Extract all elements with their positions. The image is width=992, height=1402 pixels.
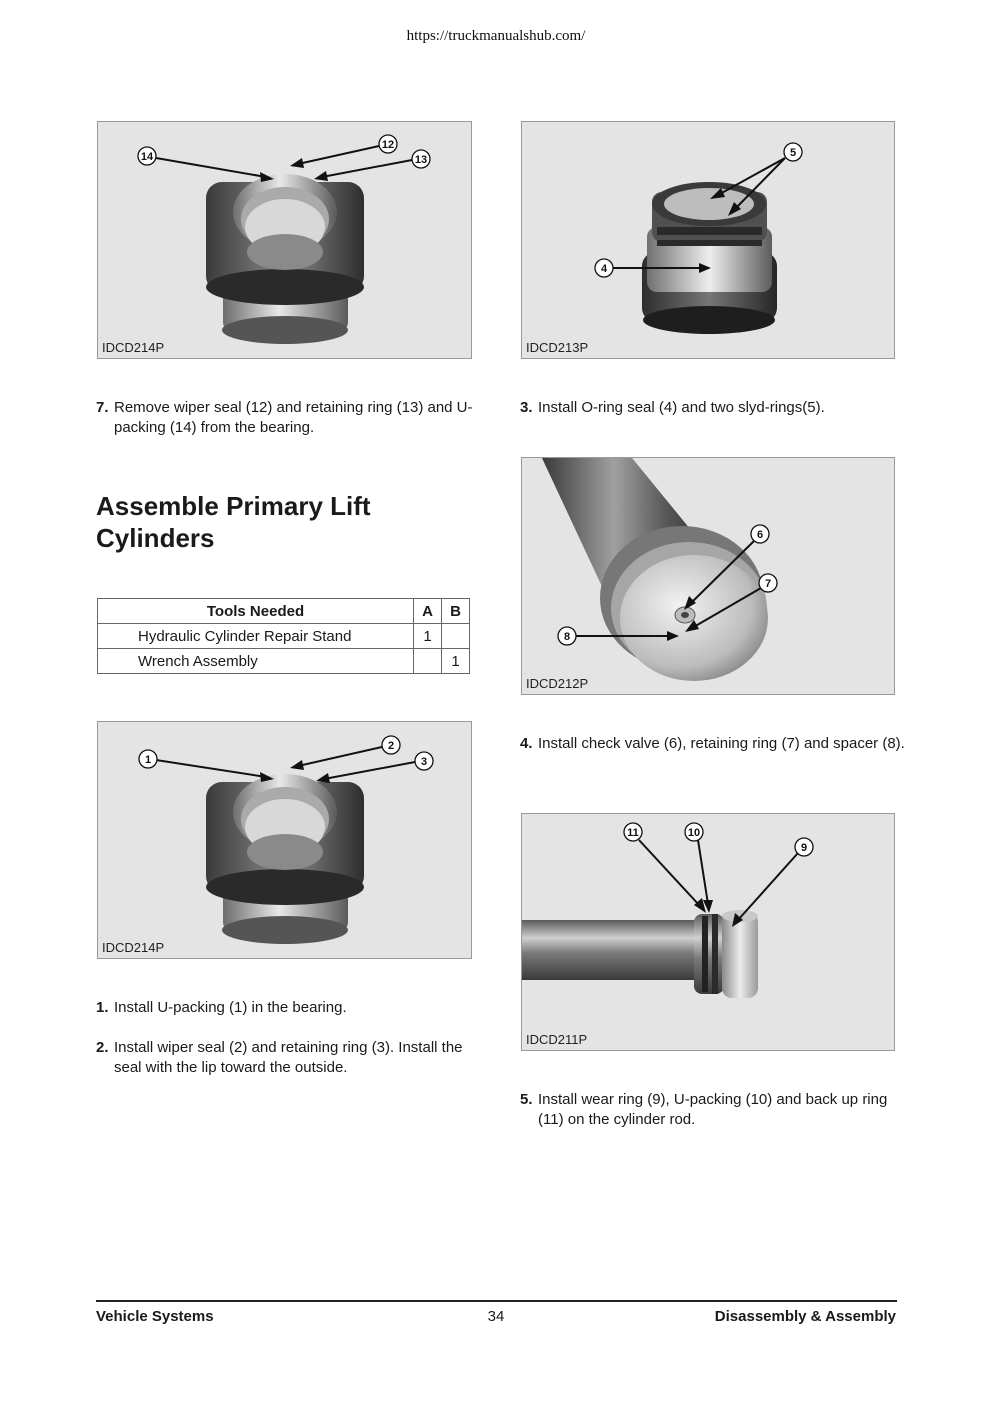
svg-text:7: 7 (764, 578, 772, 590)
callout-6 (751, 525, 769, 543)
figure-code: IDCD212P (526, 676, 589, 691)
tool-name: Hydraulic Cylinder Repair Stand (98, 624, 414, 649)
figure-bearing-install (97, 721, 472, 959)
step-text: Install wear ring (9), U-packing (10) and back up ring (11) on the cylinder rod. (538, 1091, 888, 1128)
svg-text:8: 8 (563, 631, 571, 643)
step-2 (96, 1038, 484, 1078)
svg-text:11: 11 (627, 827, 639, 839)
footer-section: Vehicle Systems (96, 1308, 214, 1325)
step-text: Install U-packing (1) in the bearing. (114, 999, 347, 1016)
tools-table (97, 598, 470, 674)
section-title: Assemble Primary Lift Cylinders (96, 491, 371, 553)
tool-name: Wrench Assembly (98, 649, 414, 674)
svg-text:4: 4 (600, 263, 608, 275)
step-number: 4. (520, 735, 533, 752)
step-number: 2. (96, 1039, 109, 1056)
callout-5 (784, 143, 802, 161)
svg-text:1: 1 (144, 754, 152, 766)
header-tools-needed: Tools Needed (98, 599, 414, 624)
table-header-row (98, 599, 470, 624)
step-number: 1. (96, 999, 109, 1016)
callout-8 (558, 627, 576, 645)
footer-chapter: Disassembly & Assembly (714, 1308, 896, 1325)
callout-3 (415, 752, 433, 770)
table-row (98, 649, 470, 674)
header-a: A (414, 599, 442, 624)
step-text: Install check valve (6), retaining ring (7) and spacer (8). (538, 735, 905, 752)
tool-qty-b (442, 624, 470, 649)
callout-7 (759, 574, 777, 592)
svg-text:6: 6 (756, 529, 764, 541)
svg-text:5: 5 (789, 147, 797, 159)
callout-14 (138, 147, 156, 165)
figure-rod-rings (521, 813, 895, 1051)
step-5 (520, 1090, 908, 1130)
step-number: 3. (520, 399, 533, 416)
tool-qty-a (414, 649, 442, 674)
step-text: Install O-ring seal (4) and two slyd-rings(5). (538, 399, 825, 416)
step-7 (96, 398, 474, 438)
step-number: 5. (520, 1091, 533, 1108)
step-4 (520, 734, 908, 754)
figure-code: IDCD214P (102, 340, 165, 355)
step-text: Install wiper seal (2) and retaining ring (3). Install the seal with the lip toward the outside. (114, 1039, 463, 1076)
figure-code: IDCD211P (526, 1032, 588, 1047)
callout-layer (98, 722, 471, 958)
source-url[interactable]: https://truckmanualshub.com/ (406, 28, 586, 44)
tool-qty-b: 1 (442, 649, 470, 674)
figure-code: IDCD213P (526, 340, 589, 355)
svg-text:9: 9 (800, 842, 808, 854)
callout-layer (522, 122, 894, 358)
callout-layer (98, 122, 471, 358)
callout-10 (685, 823, 703, 841)
callout-layer (522, 814, 894, 1050)
callout-12 (379, 135, 397, 153)
callout-9 (795, 838, 813, 856)
callout-1 (139, 750, 157, 768)
step-number: 7. (96, 399, 109, 416)
page-number: 34 (487, 1308, 505, 1325)
tool-qty-a: 1 (414, 624, 442, 649)
step-1 (96, 998, 484, 1018)
callout-2 (382, 736, 400, 754)
header-b: B (442, 599, 470, 624)
svg-text:3: 3 (420, 756, 428, 768)
table-row (98, 624, 470, 649)
step-text: Remove wiper seal (12) and retaining ring (13) and U-packing (14) from the bearing. (114, 399, 473, 436)
figure-bearing-removal (97, 121, 472, 359)
callout-4 (595, 259, 613, 277)
svg-text:10: 10 (687, 827, 701, 839)
svg-text:14: 14 (140, 151, 154, 163)
footer-divider (96, 1300, 897, 1302)
svg-text:2: 2 (387, 740, 395, 752)
figure-piston-seals (521, 121, 895, 359)
callout-11 (624, 823, 642, 841)
step-3 (520, 398, 908, 418)
svg-text:13: 13 (414, 154, 428, 166)
figure-check-valve (521, 457, 895, 695)
callout-13 (412, 150, 430, 168)
callout-layer (522, 458, 894, 694)
figure-code: IDCD214P (102, 940, 165, 955)
svg-text:12: 12 (381, 139, 395, 151)
